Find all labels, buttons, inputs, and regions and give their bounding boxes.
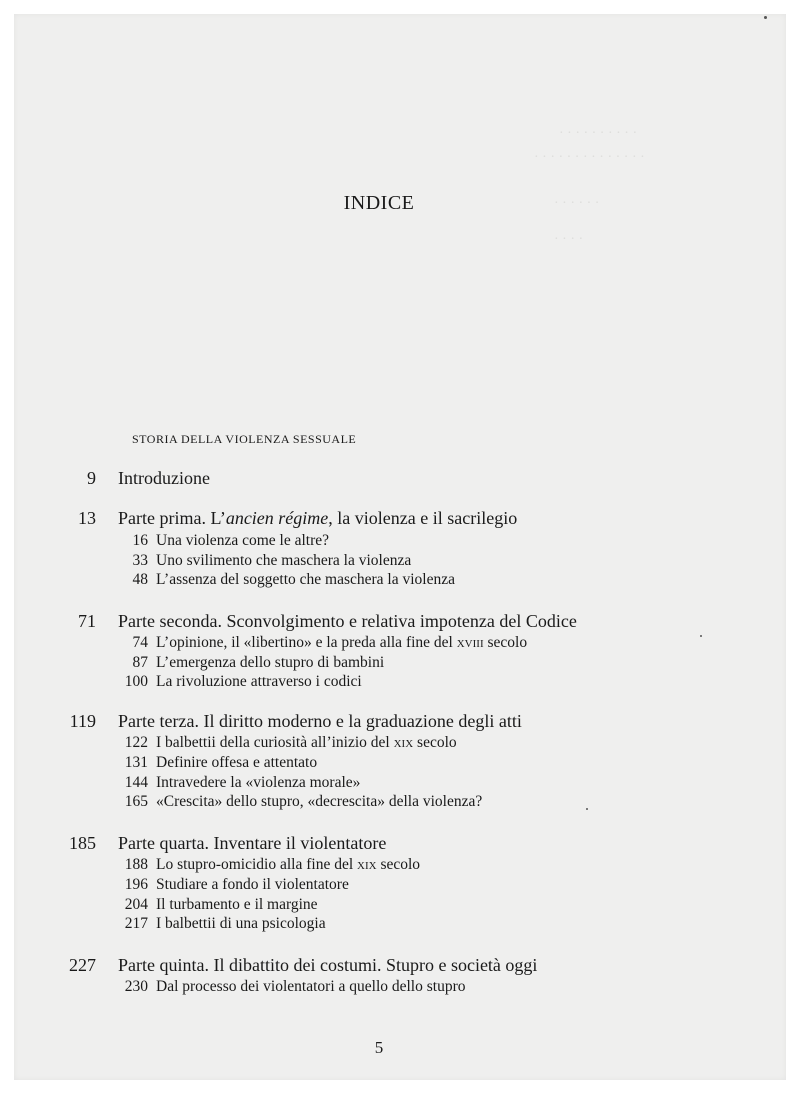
toc-page-number: 16 [132,532,148,549]
toc-page-number: 122 [124,734,148,751]
toc-page-number: 188 [124,856,148,873]
book-subtitle: STORIA DELLA VIOLENZA SESSUALE [132,432,357,446]
scan-speck [586,808,588,810]
toc-chapter-label: Il turbamento e il margine [156,896,318,913]
toc-chapter-label: L’emergenza dello stupro di bambini [156,654,385,671]
toc-chapter-label: Studiare a fondo il violentatore [156,876,349,893]
show-through-text: · · · · · · · · · · · · · · [534,150,645,165]
toc-page-number: 165 [124,793,148,810]
toc-chapter-label: Intravedere la «violenza morale» [156,774,361,791]
toc-part-label: Parte quarta. Inventare il violentatore [118,833,387,853]
toc-page-number: 13 [78,508,96,528]
toc-page-number: 230 [124,978,148,995]
toc-chapter-label: I balbettii di una psicologia [156,915,326,932]
toc-chapter-label: Dal processo dei violentatori a quello dello stupro [156,978,466,995]
toc-page-number: 48 [132,571,148,588]
toc-page-number: 74 [132,634,148,651]
toc-page-number: 33 [132,552,148,569]
toc-chapter-label: Uno svilimento che maschera la violenza [156,552,412,569]
toc-entry-label: Introduzione [118,468,210,488]
scan-speck [764,16,767,19]
toc-entry-intro[interactable] [14,468,744,492]
toc-chapter-label: I balbettii della curiosità all’inizio del xix secolo [156,734,457,751]
toc-page-number: 227 [69,955,96,975]
scan-speck [700,635,702,637]
toc-page-number: 9 [87,468,96,488]
toc-page-number: 71 [78,611,96,631]
toc-part-label: Parte prima. L’ancien régime, la violenza e il sacrilegio [118,508,518,528]
toc-chapter-label: Lo stupro-omicidio alla fine del xix secolo [156,856,421,873]
toc-part-label: Parte terza. Il diritto moderno e la graduazione degli atti [118,711,522,731]
page-number: 5 [374,1038,384,1057]
book-page [14,14,786,1080]
page-title: INDICE [343,192,415,214]
toc-page-number: 87 [132,654,148,671]
toc-page-number: 144 [124,774,148,791]
show-through-text: · · · · [554,232,584,247]
toc-page-number: 131 [124,754,148,771]
toc-page-number: 100 [124,673,148,690]
toc-page-number: 204 [124,896,148,913]
toc-chapter-label: La rivoluzione attraverso i codici [156,673,362,690]
toc-page-number: 196 [124,876,148,893]
show-through-text: · · · · · · · · · · [559,126,638,141]
toc-part-label: Parte seconda. Sconvolgimento e relativa impotenza del Codice [118,611,577,631]
toc-chapter-label: Definire offesa e attentato [156,754,318,771]
toc-chapter-label: L’assenza del soggetto che maschera la violenza [156,571,455,588]
show-through-text: · · · · · · [554,196,600,211]
toc-page-number: 185 [69,833,96,853]
toc-page-number: 217 [124,915,148,932]
toc-chapter-label: «Crescita» dello stupro, «decrescita» della violenza? [156,793,483,810]
toc-chapter-label: L’opinione, il «libertino» e la preda alla fine del xviii secolo [156,634,528,651]
toc-chapter-label: Una violenza come le altre? [156,532,329,549]
toc-page-number: 119 [69,711,96,731]
toc-part-label: Parte quinta. Il dibattito dei costumi. Stupro e società oggi [118,955,538,975]
